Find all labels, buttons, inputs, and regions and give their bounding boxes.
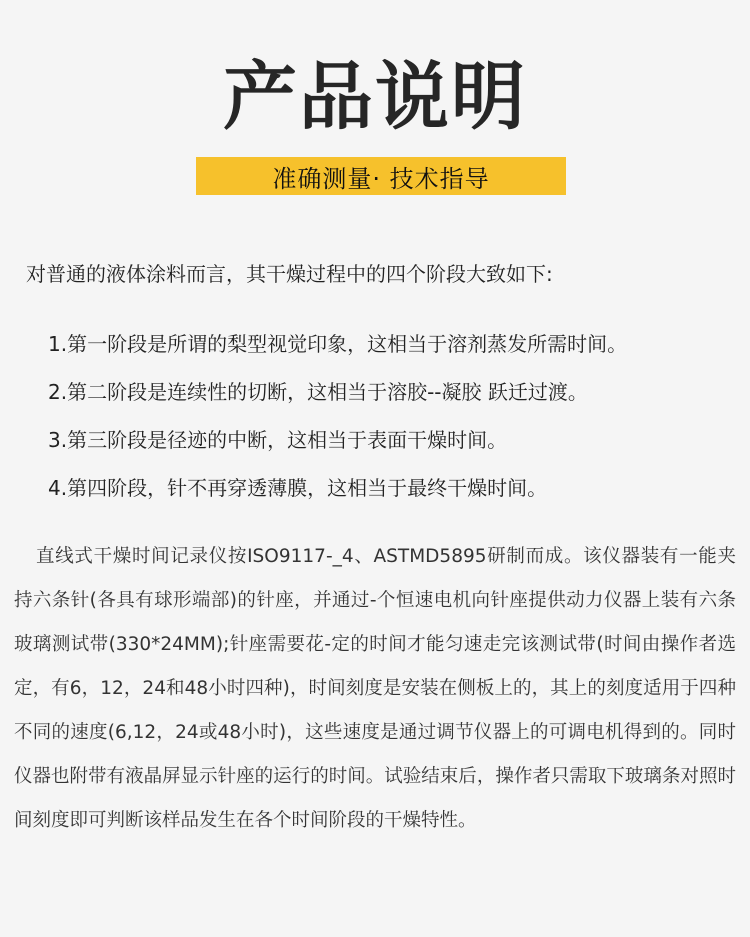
stage-list [48, 328, 738, 520]
intro-text: 对普通的液体涂料而言，其干燥过程中的四个阶段大致如下: [26, 262, 553, 286]
subtitle-banner [196, 157, 566, 195]
stage-item-3: 3.第三阶段是径迹的中断，这相当于表面干燥时间。 [48, 428, 508, 452]
stage-item-2: 2.第二阶段是连续性的切断，这相当于溶胶--凝胶 跃迁过渡。 [48, 380, 588, 404]
page-title: 产品说明 [223, 54, 527, 140]
subtitle-text: 准确测量· 技术指导 [272, 164, 490, 193]
description-paragraph: 直线式干燥时间记录仪按ISO9117-_4、ASTMD5895研制而成。该仪器装有一能夹持六条针(各具有球形端部)的针座，并通过-个恒速电机向针座提供动力仪器上装有六条玻璃测试带(330*24MM);针座需要花-定的时间才能匀速走完该测试带(时间由操作者选定，有6，12，24和48小时四种)，时间刻度是安装在侧板上的，其上的刻度适用于四种不同的速度(6,12，24或48小时)，这些速度是通过调节仪器上的可调电机得到的。同时仪器也附带有液晶屏显示针座的运行的时间。试验结束后，操作者只需取下玻璃条对照时间刻度即可判断该样品发生在各个时间阶段的干燥特性。 [14, 546, 736, 831]
stage-item-4: 4.第四阶段，针不再穿透薄膜，这相当于最终干燥时间。 [48, 476, 548, 500]
stage-item-1: 1.第一阶段是所谓的梨型视觉印象，这相当于溶剂蒸发所需时间。 [48, 332, 628, 356]
